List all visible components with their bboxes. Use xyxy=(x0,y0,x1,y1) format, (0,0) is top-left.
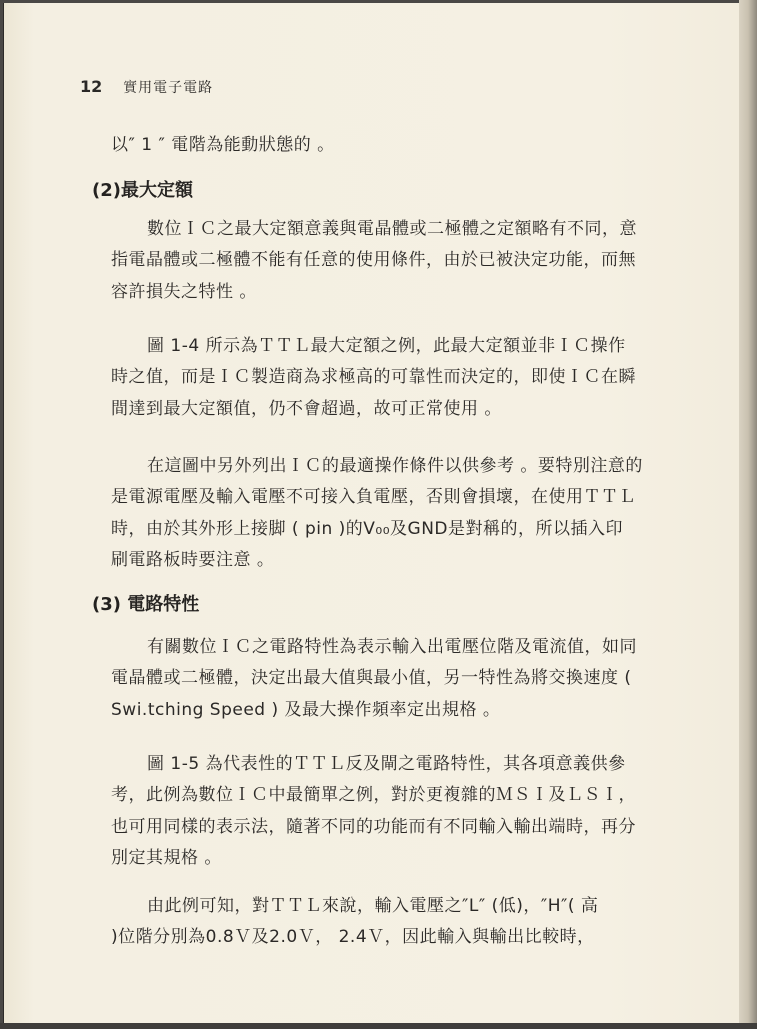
text-line: 也可用同樣的表示法，隨著不同的功能而有不同輸入輸出端時，再分 xyxy=(111,817,636,837)
book-spine-edge xyxy=(739,0,757,1029)
text-line: 以″ 1 ″ 電階為能動狀態的 。 xyxy=(111,135,335,155)
section-heading: (3) 電路特性 xyxy=(92,594,200,615)
text-line: 圖 1-5 為代表性的ＴＴＬ反及閘之電路特性，其各項意義供參 xyxy=(147,754,626,774)
text-line: 數位ＩＣ之最大定額意義與電晶體或二極體之定額略有不同，意 xyxy=(147,219,637,239)
text-line: 別定其規格 。 xyxy=(111,848,222,868)
text-line: Swi.tching Speed ) 及最大操作頻率定出規格 。 xyxy=(111,700,501,720)
text-line: 時，由於其外形上接脚 ( pin )的V₀₀及GND是對稱的，所以插入印 xyxy=(111,519,624,539)
section-heading: (2)最大定額 xyxy=(92,180,193,201)
text-line: 是電源電壓及輸入電壓不可接入負電壓，否則會損壞，在使用ＴＴＬ xyxy=(111,487,636,507)
text-line: 時之值，而是ＩＣ製造商為求極高的可靠性而決定的，即使ＩＣ在瞬 xyxy=(111,367,636,387)
text-line: 由此例可知，對ＴＴＬ來說，輸入電壓之″L″ (低)，″H″( 高 xyxy=(147,896,599,916)
book-page xyxy=(3,3,740,1023)
page-header xyxy=(80,77,213,97)
text-line: 指電晶體或二極體不能有任意的使用條件，由於已被決定功能，而無 xyxy=(111,250,636,270)
text-line: 圖 1-4 所示為ＴＴＬ最大定額之例，此最大定額並非ＩＣ操作 xyxy=(147,336,626,356)
text-line: 間達到最大定額值，仍不會超過，故可正常使用 。 xyxy=(111,399,502,419)
text-line: 電晶體或二極體，決定出最大值與最小值，另一特性為將交換速度 ( xyxy=(111,668,632,688)
text-line: 在這圖中另外列出ＩＣ的最適操作條件以供參考 。要特別注意的 xyxy=(147,456,643,476)
text-line: 容許損失之特性 。 xyxy=(111,282,257,302)
text-line: 考，此例為數位ＩＣ中最簡單之例，對於更複雜的ＭＳＩ及ＬＳＩ， xyxy=(111,785,636,805)
text-line: 刷電路板時要注意 。 xyxy=(111,550,275,570)
scan-bottom-edge xyxy=(0,1023,757,1029)
page-number: 12 xyxy=(80,77,103,96)
text-line: 有關數位ＩＣ之電路特性為表示輸入出電壓位階及電流值，如同 xyxy=(147,637,637,657)
text-line: )位階分別為0.8Ｖ及2.0Ｖ， 2.4Ｖ，因此輸入與輸出比較時， xyxy=(111,927,595,947)
running-title: 實用電子電路 xyxy=(123,80,214,96)
